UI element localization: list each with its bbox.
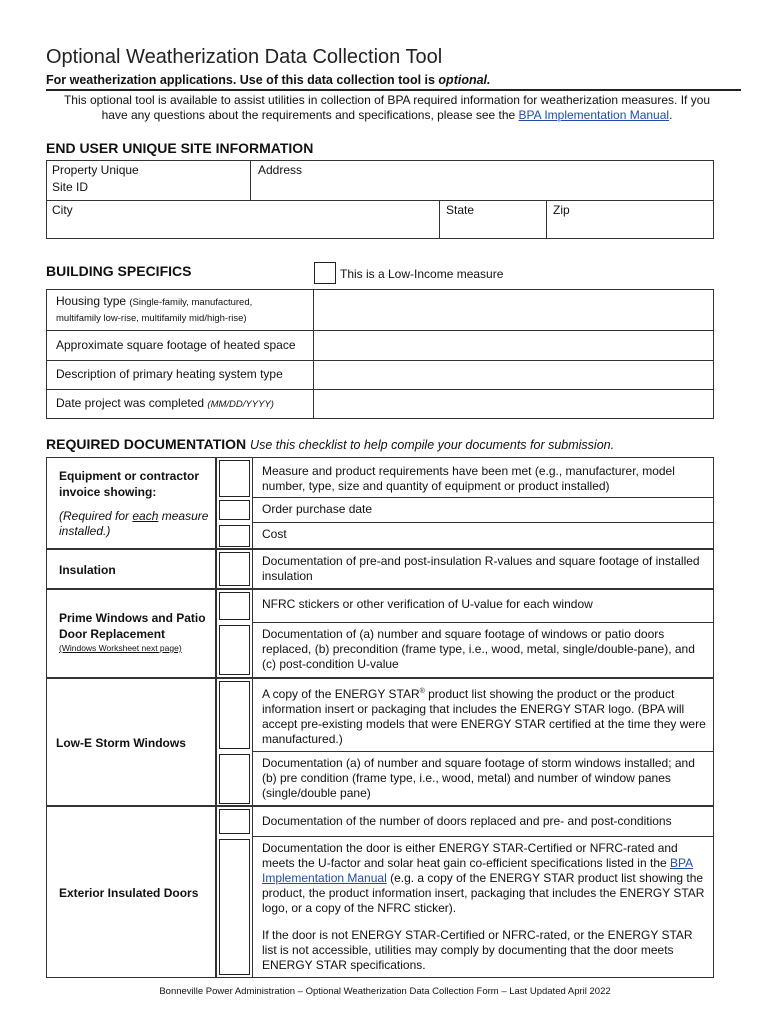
storm-item-2: Documentation (a) of number and square footage of storm windows installed; and (b) pre condition (frame type, i.e., wood, metal) and number of window panes (single/double pane): [262, 756, 695, 800]
date-label: [56, 395, 274, 413]
checkbox-storm-window-documentation[interactable]: [219, 754, 250, 804]
checkbox-energy-star-list[interactable]: [219, 681, 250, 749]
storm-item-1: [262, 684, 710, 747]
state-field[interactable]: [440, 201, 547, 238]
storm-item-1b: product list showing the product or the product information insert or packaging that includes the ENERGY STAR logo. (BPA will accept pre-existing models that were ENERGY STAR certified at the time they were manufactured.): [262, 687, 706, 746]
housing-type-text: Housing type: [56, 294, 127, 308]
checkbox-order-purchase-date[interactable]: [219, 500, 250, 520]
doors-item-2: [262, 841, 710, 916]
doors-item-2a: Documentation the door is either ENERGY STAR-Certified or NFRC-rated and meets the U-factor and solar heat gain co-efficient specifications listed in the: [262, 841, 678, 870]
subtitle-text: For weatherization applications. Use of this data collection tool is: [46, 73, 439, 87]
city-field[interactable]: [47, 201, 440, 238]
site-info-table: [46, 160, 714, 239]
site-info-heading: END USER UNIQUE SITE INFORMATION: [46, 140, 314, 156]
intro-end: .: [669, 108, 673, 122]
page-footer: Bonneville Power Administration – Optional Weatherization Data Collection Form – Last Updated April 2022: [159, 986, 611, 997]
insulation-heading: Insulation: [59, 563, 116, 577]
doors-item-2b: (e.g. a copy of the ENERGY STAR product list showing the product, the product information insert, packaging that includes the ENERGY STAR logo, or a copy of the NFRC sticker).: [262, 871, 705, 915]
required-documentation-title: REQUIRED DOCUMENTATION: [46, 436, 247, 452]
equipment-note-a: (Required for: [59, 509, 133, 523]
address-label: Address: [258, 163, 303, 177]
row-divider: [253, 836, 714, 837]
zip-field[interactable]: [547, 201, 713, 238]
low-income-label: This is a Low-Income measure: [340, 267, 504, 281]
housing-type-note2: multifamily low-rise, multifamily mid/high-rise): [56, 313, 247, 324]
windows-item-2: Documentation of (a) number and square footage of windows or patio doors replaced, (b) precondition (frame type, i.e., wood, metal, single/double-pane), and (c) post-condition U-value: [262, 627, 695, 671]
property-id-label-line1: Property Unique: [52, 163, 139, 177]
row-divider: [253, 522, 714, 523]
equipment-item-3: Cost: [262, 527, 287, 541]
checkbox-door-certification[interactable]: [219, 839, 250, 975]
sqft-input[interactable]: [314, 331, 713, 360]
heating-input[interactable]: [314, 361, 713, 389]
insulation-item-1: Documentation of pre-and post-insulation R-values and square footage of installed insulation: [262, 554, 700, 583]
header-rule: [46, 89, 741, 91]
equipment-note-c: measure installed.): [59, 509, 209, 538]
equipment-item-1: Measure and product requirements have been met (e.g., manufacturer, model number, type, size and quantity of equipment or product installed): [262, 464, 675, 493]
windows-worksheet-link[interactable]: (Windows Worksheet next page): [59, 643, 182, 653]
windows-item-1: NFRC stickers or other verification of U-value for each window: [262, 597, 593, 611]
storm-item-1a: A copy of the ENERGY STAR: [262, 687, 420, 701]
door-implementation-manual-link[interactable]: BPA Implementation Manual: [262, 856, 694, 885]
building-specifics-table: [46, 289, 714, 419]
row-divider: [253, 497, 714, 498]
windows-heading: Prime Windows and Patio Door Replacement: [59, 611, 206, 641]
heating-row: [47, 361, 713, 390]
date-label-text: Date project was completed: [56, 396, 205, 410]
storm-windows-heading: Low-E Storm Windows: [56, 736, 186, 750]
city-label: City: [52, 203, 73, 217]
required-documentation-note: Use this checklist to help compile your documents for submission.: [250, 438, 615, 452]
page-subtitle: [46, 73, 491, 87]
zip-label: Zip: [553, 203, 570, 217]
checkbox-cost[interactable]: [219, 525, 250, 547]
date-format-note: (MM/DD/YYYY): [207, 399, 274, 410]
sqft-label: Approximate square footage of heated space: [56, 338, 296, 352]
housing-type-row: [47, 290, 713, 331]
equipment-heading: Equipment or contractor invoice showing:: [59, 469, 200, 499]
property-id-label: [47, 161, 250, 197]
housing-type-note: (Single-family, manufactured,: [129, 297, 253, 308]
heating-label: Description of primary heating system type: [56, 367, 283, 381]
subtitle-emphasis: optional.: [438, 73, 491, 87]
doors-item-1: Documentation of the number of doors replaced and pre- and post-conditions: [262, 814, 672, 828]
checkbox-doors-replaced[interactable]: [219, 809, 250, 834]
housing-type-label: [56, 294, 252, 326]
date-input[interactable]: [314, 390, 713, 418]
sqft-row: [47, 331, 713, 361]
low-income-checkbox[interactable]: [314, 262, 336, 284]
checkbox-window-documentation[interactable]: [219, 625, 250, 675]
state-label: State: [446, 203, 475, 217]
housing-type-input[interactable]: [314, 290, 713, 330]
exterior-doors-heading: Exterior Insulated Doors: [59, 886, 199, 900]
required-documentation-heading: [46, 436, 614, 452]
address-field[interactable]: [251, 161, 713, 201]
registered-mark: ®: [419, 688, 425, 695]
doors-item-3: If the door is not ENERGY STAR-Certified or NFRC-rated, or the ENERGY STAR list is not accessible, utilities may comply by documenting that the door meets ENERGY STAR specifications.: [262, 928, 693, 972]
equipment-note: [59, 509, 209, 539]
page-title: Optional Weatherization Data Collection Tool: [46, 46, 443, 68]
intro-text: [52, 93, 722, 123]
row-divider: [253, 622, 714, 623]
equipment-note-each: each: [132, 509, 159, 523]
checkbox-measure-requirements[interactable]: [219, 460, 250, 497]
date-row: [47, 390, 713, 418]
implementation-manual-link[interactable]: BPA Implementation Manual: [518, 108, 670, 122]
checkbox-nfrc-stickers[interactable]: [219, 592, 250, 620]
checkbox-insulation-r-values[interactable]: [219, 552, 250, 586]
property-id-field[interactable]: [47, 161, 251, 201]
equipment-item-2: Order purchase date: [262, 502, 373, 516]
row-divider: [253, 751, 714, 752]
intro-body: This optional tool is available to assist utilities in collection of BPA required information for weatherization measures. If you have any questions about the requirements and specifications, please see the: [63, 93, 711, 122]
column-divider: [252, 457, 253, 978]
building-specifics-heading: BUILDING SPECIFICS: [46, 263, 192, 279]
property-id-label-line2: Site ID: [52, 180, 89, 194]
